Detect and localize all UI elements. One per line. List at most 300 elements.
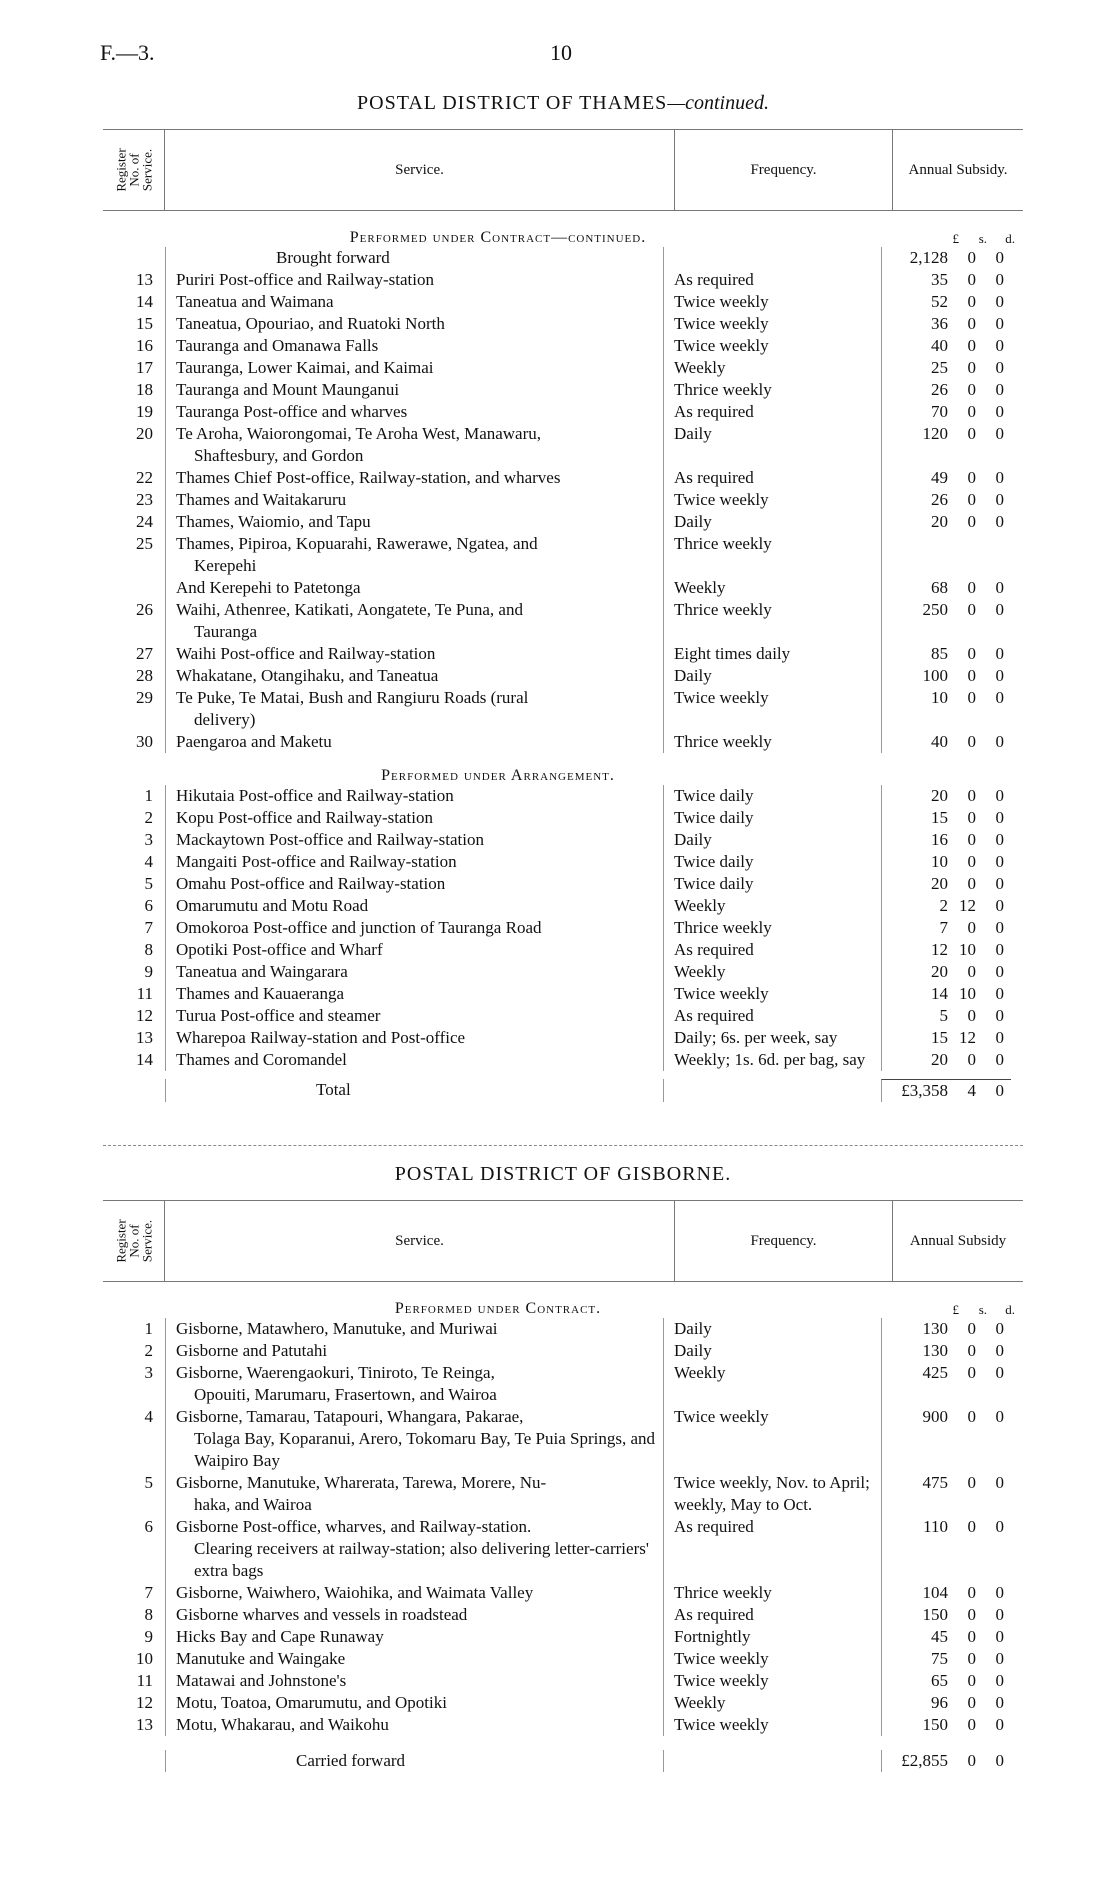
page-number: 10: [550, 40, 572, 65]
shillings: 0: [967, 918, 976, 937]
shillings: 0: [967, 270, 976, 289]
pounds: 26: [931, 490, 948, 509]
thames-contract-rows: [103, 269, 1023, 753]
service-cell: [165, 1604, 663, 1626]
shillings: 0: [967, 962, 976, 981]
subsidy-cell: [881, 1648, 1011, 1670]
service-text: Motu, Whakarau, and Waikohu: [176, 1715, 389, 1734]
thames-contract-heading-row: [103, 225, 1023, 247]
shillings: 0: [967, 402, 976, 421]
table-row: [103, 489, 1023, 511]
frequency-cell: Twice weekly, Nov. to April; weekly, May to Oct.: [663, 1472, 881, 1516]
subsidy-cell: [881, 1362, 1011, 1406]
pence: 0: [995, 1693, 1004, 1712]
register-number: 6: [144, 896, 153, 915]
shillings: 0: [967, 874, 976, 893]
frequency-cell: Daily: [663, 829, 881, 851]
service-header: Service.: [165, 1201, 675, 1281]
table-row: [103, 983, 1023, 1005]
frequency-cell: Twice weekly: [663, 1648, 881, 1670]
subsidy-cell: [881, 269, 1011, 291]
subsidy-cell: [881, 1604, 1011, 1626]
register-number: 7: [144, 1583, 153, 1602]
table-row: [103, 1692, 1023, 1714]
frequency-cell: Twice weekly: [663, 687, 881, 731]
table-row: [103, 731, 1023, 753]
shillings: 0: [967, 1319, 976, 1338]
pounds: 475: [922, 1473, 948, 1492]
pence: 0: [995, 1473, 1004, 1492]
shillings: 0: [967, 1715, 976, 1734]
service-cell: [165, 917, 663, 939]
thames-arrangement-rows: [103, 785, 1023, 1071]
service-cell: [165, 785, 663, 807]
table-row: [103, 643, 1023, 665]
service-header: Service.: [165, 130, 675, 210]
service-cell: [165, 939, 663, 961]
service-text: Gisborne, Matawhero, Manutuke, and Muriwai: [176, 1319, 498, 1338]
subsidy-cell: [881, 731, 1011, 753]
frequency-cell: Twice weekly: [663, 1714, 881, 1736]
service-text: Taneatua, Opouriao, and Ruatoki North: [176, 314, 445, 333]
service-cell: [165, 1472, 663, 1516]
table-row: [103, 1604, 1023, 1626]
pence: 0: [995, 1006, 1004, 1025]
service-cell: [165, 577, 663, 599]
frequency-cell: As required: [663, 1516, 881, 1582]
register-number: 13: [136, 270, 153, 289]
subsidy-cell: [881, 379, 1011, 401]
service-text: And Kerepehi to Patetonga: [176, 578, 361, 597]
pence: 0: [995, 1649, 1004, 1668]
service-text: Tauranga Post-office and wharves: [176, 402, 408, 421]
pence: 0: [995, 1583, 1004, 1602]
pence: 0: [995, 1341, 1004, 1360]
frequency-cell: Thrice weekly: [663, 731, 881, 753]
register-number: 17: [136, 358, 153, 377]
gisborne-rows: [103, 1318, 1023, 1736]
register-header-text: Register No. of Service.: [113, 1219, 154, 1263]
pounds: 20: [931, 786, 948, 805]
register-number: 14: [136, 292, 153, 311]
subsidy-cell: [881, 1005, 1011, 1027]
frequency-cell: Daily: [663, 1340, 881, 1362]
service-text: Waihi, Athenree, Katikati, Aongatete, Te Puna, and: [176, 600, 523, 619]
subsidy-cell: [881, 785, 1011, 807]
service-cell: [165, 687, 663, 731]
thames-title: [103, 92, 1023, 115]
subsidy-cell: [881, 1027, 1011, 1049]
pounds: 68: [931, 578, 948, 597]
service-text: Hicks Bay and Cape Runaway: [176, 1627, 384, 1646]
table-row: [103, 1648, 1023, 1670]
service-text: Omokoroa Post-office and junction of Tauranga Road: [176, 918, 542, 937]
service-cell: [165, 643, 663, 665]
register-number: 13: [136, 1715, 153, 1734]
frequency-cell: Eight times daily: [663, 643, 881, 665]
thames-contract-heading: Performed under Contract—continued.: [349, 229, 647, 246]
subsidy-cell: [881, 467, 1011, 489]
subsidy-cell: [881, 577, 1011, 599]
service-text: Taneatua and Waimana: [176, 292, 334, 311]
table-row: [103, 599, 1023, 643]
service-cell: [165, 533, 663, 577]
service-cell: [165, 1318, 663, 1340]
register-number: 9: [144, 1627, 153, 1646]
service-cell: [165, 1670, 663, 1692]
frequency-cell: Twice daily: [663, 785, 881, 807]
frequency-cell: Daily: [663, 1318, 881, 1340]
frequency-cell: Twice weekly: [663, 291, 881, 313]
total-label: Total: [165, 1079, 663, 1102]
shillings: 0: [967, 380, 976, 399]
frequency-cell: Twice weekly: [663, 1406, 881, 1472]
pounds: [882, 533, 948, 577]
pounds: 15: [931, 808, 948, 827]
shillings: 0: [967, 358, 976, 377]
thames-arrangement-heading-row: [103, 763, 1023, 785]
service-cell: [165, 379, 663, 401]
pounds-head: £: [952, 1302, 959, 1317]
frequency-cell: Twice daily: [663, 873, 881, 895]
register-number: 18: [136, 380, 153, 399]
table-row: [103, 851, 1023, 873]
gisborne-contract-heading: Performed under Contract.: [394, 1300, 602, 1317]
shillings: 0: [967, 644, 976, 663]
table-row: [103, 1318, 1023, 1340]
register-number: 10: [136, 1649, 153, 1668]
pence: 0: [995, 786, 1004, 805]
register-number: 19: [136, 402, 153, 421]
pence: 0: [995, 1319, 1004, 1338]
section-divider: [103, 1145, 1023, 1146]
pounds: 35: [931, 270, 948, 289]
service-cell: [165, 895, 663, 917]
table-row: [103, 873, 1023, 895]
register-number: 8: [144, 1605, 153, 1624]
pence: 0: [995, 1028, 1004, 1047]
carried-forward-amount: £2,855 0 0: [881, 1750, 1011, 1772]
pence: 0: [995, 314, 1004, 333]
subsidy-cell: [881, 643, 1011, 665]
pounds: 130: [922, 1341, 948, 1360]
service-text: Gisborne, Waerengaokuri, Tiniroto, Te Reinga,: [176, 1363, 495, 1382]
table-row: [103, 577, 1023, 599]
subsidy-cell: [881, 807, 1011, 829]
register-number: 11: [136, 984, 153, 1003]
pounds: 15: [931, 1028, 948, 1047]
service-cell: [165, 665, 663, 687]
pounds: 150: [922, 1605, 948, 1624]
register-number: 1: [144, 786, 153, 805]
frequency-cell: Thrice weekly: [663, 533, 881, 577]
register-number: 5: [144, 874, 153, 893]
brought-forward-row: [103, 247, 1023, 269]
service-cell: [165, 807, 663, 829]
frequency-cell: Fortnightly: [663, 1626, 881, 1648]
frequency-cell: Thrice weekly: [663, 1582, 881, 1604]
pounds: 49: [931, 468, 948, 487]
pounds: 20: [931, 962, 948, 981]
service-text: Turua Post-office and steamer: [176, 1006, 381, 1025]
shillings: 0: [967, 1006, 976, 1025]
subsidy-cell: [881, 1340, 1011, 1362]
table-row: [103, 1027, 1023, 1049]
service-text: Gisborne and Patutahi: [176, 1341, 328, 1360]
service-cell: [165, 511, 663, 533]
shillings: 10: [959, 984, 976, 1003]
frequency-cell: Daily: [663, 665, 881, 687]
pounds: 12: [931, 940, 948, 959]
pounds: 110: [923, 1517, 948, 1536]
register-header: [103, 1201, 165, 1281]
thames-title-text: POSTAL DISTRICT OF THAMES: [357, 92, 668, 114]
frequency-header: Frequency.: [675, 130, 893, 210]
service-cell: [165, 599, 663, 643]
register-number: 9: [144, 962, 153, 981]
frequency-cell: Daily: [663, 511, 881, 533]
frequency-cell: Weekly: [663, 577, 881, 599]
shillings: 0: [967, 512, 976, 531]
register-number: 4: [144, 852, 153, 871]
service-text: Gisborne Post-office, wharves, and Railway-station.: [176, 1517, 532, 1536]
pence: 0: [995, 1363, 1004, 1382]
register-number: 15: [136, 314, 153, 333]
service-text: Wharepoa Railway-station and Post-office: [176, 1028, 466, 1047]
pounds: 10: [931, 688, 948, 707]
shillings: 0: [967, 600, 976, 619]
shillings: 0: [967, 314, 976, 333]
frequency-cell: As required: [663, 401, 881, 423]
frequency-cell: As required: [663, 467, 881, 489]
subsidy-cell: [881, 291, 1011, 313]
pounds: 5: [939, 1006, 948, 1025]
frequency-cell: Daily: [663, 423, 881, 467]
service-text: Opotiki Post-office and Wharf: [176, 940, 383, 959]
table-row: [103, 401, 1023, 423]
service-cell: [165, 1714, 663, 1736]
shillings: 0: [967, 1363, 976, 1382]
pence: 0: [995, 600, 1004, 619]
register-number: 12: [136, 1006, 153, 1025]
pence: 0: [995, 688, 1004, 707]
subsidy-cell: [881, 489, 1011, 511]
pounds: 25: [931, 358, 948, 377]
gisborne-contract-heading-row: [103, 1296, 1023, 1318]
service-text: Gisborne wharves and vessels in roadstead: [176, 1605, 468, 1624]
service-text: Thames Chief Post-office, Railway-station, and wharves: [176, 468, 561, 487]
subsidy-cell: [881, 423, 1011, 467]
service-text: Gisborne, Tamarau, Tatapouri, Whangara, Pakarae,: [176, 1407, 524, 1426]
subsidy-cell: [881, 1670, 1011, 1692]
total-row: [103, 1079, 1023, 1102]
shillings: 0: [967, 732, 976, 751]
pence: 0: [995, 918, 1004, 937]
pence: 0: [995, 1407, 1004, 1426]
frequency-cell: Twice weekly: [663, 489, 881, 511]
frequency-cell: Twice weekly: [663, 983, 881, 1005]
pounds: 20: [931, 874, 948, 893]
frequency-cell: Twice weekly: [663, 313, 881, 335]
table-row: [103, 807, 1023, 829]
register-number: 3: [144, 830, 153, 849]
pounds: 7: [939, 918, 948, 937]
service-continuation: delivery): [194, 710, 256, 729]
service-cell: [165, 1049, 663, 1071]
shillings: 0: [967, 1605, 976, 1624]
service-continuation: Kerepehi: [194, 556, 257, 575]
subsidy-cell: [881, 1692, 1011, 1714]
pence: 0: [995, 896, 1004, 915]
brought-forward-amount: 2,128 0 0: [881, 247, 1011, 269]
shillings: 0: [967, 786, 976, 805]
subsidy-cell: [881, 829, 1011, 851]
frequency-cell: Twice weekly: [663, 1670, 881, 1692]
table-row: [103, 687, 1023, 731]
service-continuation: Clearing receivers at railway-station; also delivering letter-carriers' extra bags: [194, 1539, 649, 1580]
service-cell: [165, 1005, 663, 1027]
shillings: 0: [967, 852, 976, 871]
table-row: [103, 1005, 1023, 1027]
service-cell: [165, 851, 663, 873]
gisborne-section: [103, 1163, 1023, 1772]
pounds: 40: [931, 732, 948, 751]
service-text: Te Aroha, Waiorongomai, Te Aroha West, Manawaru,: [176, 424, 542, 443]
shillings: 0: [967, 808, 976, 827]
table-row: [103, 961, 1023, 983]
pounds: 250: [922, 600, 948, 619]
subsidy-cell: [881, 895, 1011, 917]
table-row: [103, 665, 1023, 687]
total-amount: £3,358 4 0: [881, 1079, 1011, 1102]
pounds: 52: [931, 292, 948, 311]
service-cell: [165, 1340, 663, 1362]
thames-arrangement-heading: Performed under Arrangement.: [381, 767, 615, 784]
service-text: Matawai and Johnstone's: [176, 1671, 347, 1690]
pence: 0: [995, 940, 1004, 959]
subsidy-cell: [881, 665, 1011, 687]
pounds: 900: [922, 1407, 948, 1426]
pounds: 65: [931, 1671, 948, 1690]
service-cell: [165, 731, 663, 753]
table-row: [103, 1049, 1023, 1071]
shillings: 0: [967, 1050, 976, 1069]
pence: 0: [995, 336, 1004, 355]
table-row: [103, 423, 1023, 467]
shillings: 0: [967, 830, 976, 849]
subsidy-cell: [881, 313, 1011, 335]
page-reference: F.—3.: [100, 40, 155, 65]
register-number: 4: [144, 1407, 153, 1426]
shillings: 0: [967, 468, 976, 487]
pence: 0: [995, 666, 1004, 685]
register-header: [103, 130, 165, 210]
table-row: [103, 1582, 1023, 1604]
gisborne-header-row: [103, 1200, 1023, 1282]
table-row: [103, 335, 1023, 357]
frequency-cell: As required: [663, 1604, 881, 1626]
register-number: 3: [144, 1363, 153, 1382]
table-row: [103, 1472, 1023, 1516]
service-cell: [165, 291, 663, 313]
pounds: 16: [931, 830, 948, 849]
table-row: [103, 1362, 1023, 1406]
frequency-header: Frequency.: [675, 1201, 893, 1281]
pounds: 150: [922, 1715, 948, 1734]
pence: 0: [995, 468, 1004, 487]
service-cell: [165, 1516, 663, 1582]
shillings: 0: [967, 1693, 976, 1712]
shillings: 10: [959, 940, 976, 959]
service-text: Tauranga and Omanawa Falls: [176, 336, 379, 355]
service-text: Puriri Post-office and Railway-station: [176, 270, 434, 289]
pounds-head: £: [952, 231, 959, 246]
service-continuation: haka, and Wairoa: [194, 1495, 312, 1514]
pounds: 20: [931, 1050, 948, 1069]
pence: 0: [995, 1517, 1004, 1536]
shillings: [948, 533, 976, 577]
pounds: 40: [931, 336, 948, 355]
frequency-cell: Weekly: [663, 1692, 881, 1714]
frequency-cell: As required: [663, 269, 881, 291]
table-row: [103, 917, 1023, 939]
pence: 0: [995, 424, 1004, 443]
service-text: Motu, Toatoa, Omarumutu, and Opotiki: [176, 1693, 447, 1712]
register-number: 8: [144, 940, 153, 959]
service-continuation: Tolaga Bay, Koparanui, Arero, Tokomaru Bay, Te Puia Springs, and Waipiro Bay: [194, 1429, 656, 1470]
service-cell: [165, 423, 663, 467]
pence-head: d.: [1005, 1302, 1015, 1317]
service-cell: [165, 1626, 663, 1648]
service-text: Te Puke, Te Matai, Bush and Rangiuru Roads (rural: [176, 688, 529, 707]
thames-section: [103, 92, 1023, 1102]
pounds: 104: [922, 1583, 948, 1602]
frequency-cell: Thrice weekly: [663, 599, 881, 643]
register-number: 2: [144, 808, 153, 827]
service-text: Thames and Coromandel: [176, 1050, 347, 1069]
frequency-cell: Weekly; 1s. 6d. per bag, say: [663, 1049, 881, 1071]
pence: 0: [995, 512, 1004, 531]
pence: 0: [995, 490, 1004, 509]
pounds: 45: [931, 1627, 948, 1646]
pence: 0: [995, 1715, 1004, 1734]
table-row: [103, 357, 1023, 379]
pence: 0: [995, 1605, 1004, 1624]
shillings-head: s.: [978, 231, 987, 246]
service-text: Kopu Post-office and Railway-station: [176, 808, 434, 827]
pence: 0: [995, 644, 1004, 663]
pence: 0: [995, 578, 1004, 597]
register-number: 7: [144, 918, 153, 937]
pence: 0: [995, 852, 1004, 871]
service-text: Paengaroa and Maketu: [176, 732, 332, 751]
service-cell: [165, 1582, 663, 1604]
subsidy-cell: [881, 687, 1011, 731]
money-heads: [893, 1302, 1023, 1318]
register-number: 13: [136, 1028, 153, 1047]
register-number: 30: [136, 732, 153, 751]
subsidy-cell: [881, 939, 1011, 961]
service-cell: [165, 467, 663, 489]
pence: [976, 533, 1004, 577]
subsidy-cell: [881, 1582, 1011, 1604]
service-continuation: Shaftesbury, and Gordon: [194, 446, 364, 465]
service-continuation: Opouiti, Marumaru, Frasertown, and Wairoa: [194, 1385, 497, 1404]
frequency-cell: Twice daily: [663, 851, 881, 873]
frequency-cell: Weekly: [663, 961, 881, 983]
pence: 0: [995, 874, 1004, 893]
register-number: 12: [136, 1693, 153, 1712]
